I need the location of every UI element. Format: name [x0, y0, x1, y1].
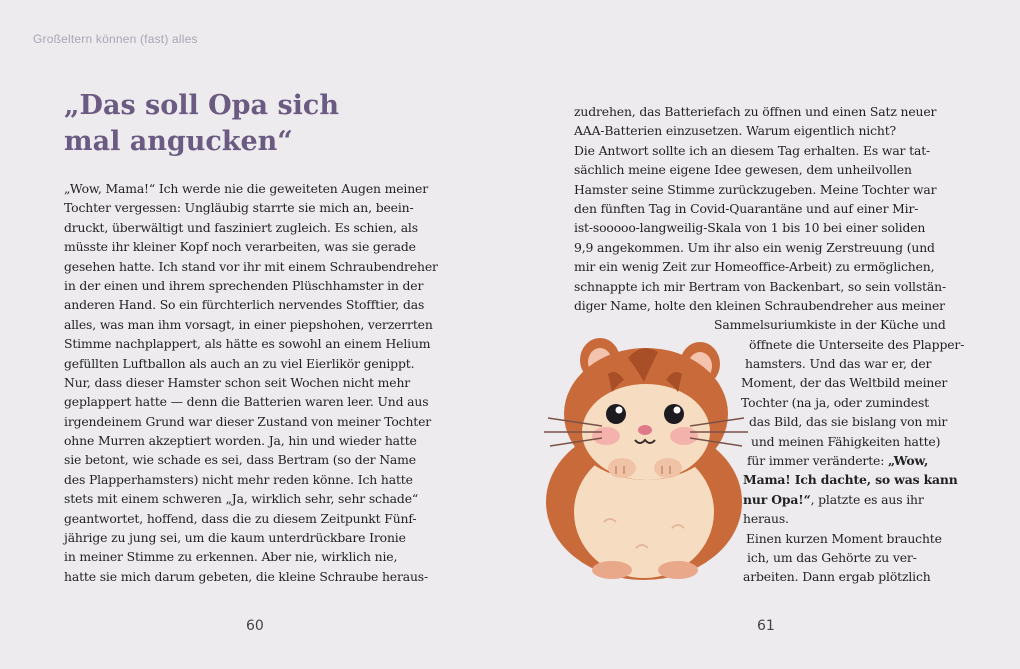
- text-line: Die Antwort sollte ich an diesem Tag erhalten. Es war tat-: [574, 142, 931, 158]
- text-line: schnappte ich mir Bertram von Backenbart, so sein vollstän-: [574, 278, 946, 294]
- text-line: jährige zu jung sei, um die kaum unterdrückbare Ironie: [64, 530, 406, 546]
- text-line: in der einen und ihrem sprechenden Plüschhamster in der: [64, 277, 424, 293]
- text-line: geantwortet, hoffend, dass die zu diesem Zeitpunkt Fünf-: [64, 510, 417, 526]
- text-line: ich, um das Gehörte zu ver-: [747, 549, 917, 565]
- text-line: AAA-Batterien einzusetzen. Warum eigentlich nicht?: [574, 123, 897, 139]
- page-number-left: 60: [246, 618, 264, 634]
- text-line: alles, was man ihm vorsagt, in einer piepshohen, verzerrten: [64, 316, 433, 332]
- running-head: Großeltern können (fast) alles: [33, 32, 198, 46]
- text-line: und meinen Fähigkeiten hatte): [751, 433, 941, 449]
- text-line: gefüllten Luftballon als auch an zu viel Eierlikör genippt.: [64, 355, 415, 371]
- text-line: Sammelsuriumkiste in der Küche und: [714, 317, 946, 333]
- text-line: sächlich meine eigene Idee gewesen, dem unheilvollen: [574, 162, 912, 178]
- text-line-tail: , platzte es aus ihr: [810, 491, 924, 507]
- text-line: hatte sie mich darum gebeten, die kleine Schraube heraus-: [64, 568, 429, 584]
- text-line: geplappert hatte — denn die Batterien waren leer. Und aus: [64, 394, 429, 410]
- text-line: stets mit einem schweren „Ja, wirklich sehr, sehr schade“: [64, 491, 419, 507]
- text-line: zudrehen, das Batteriefach zu öffnen und einen Satz neuer: [574, 104, 937, 119]
- text-line: Nur, dass dieser Hamster schon seit Wochen nicht mehr: [64, 374, 411, 390]
- text-line: Hamster seine Stimme zurückzugeben. Meine Tochter war: [574, 181, 937, 197]
- text-line: druckt, überwältigt und fasziniert zugleich. Es schien, als: [64, 219, 418, 235]
- text-line: Stimme nachplappert, als hätte es sowohl an einem Helium: [64, 336, 431, 352]
- text-line: müsste ihr kleiner Kopf noch verarbeiten, was sie gerade: [64, 239, 416, 255]
- text-line: „Wow, Mama!“ Ich werde nie die geweiteten Augen meiner: [64, 181, 429, 196]
- quote-bold: Mama! Ich dachte, so was kann: [743, 472, 958, 488]
- left-column-text: [64, 179, 454, 586]
- text-line: diger Name, holte den kleinen Schraubendreher aus meiner: [574, 297, 945, 313]
- quote-bold-start: „Wow,: [888, 453, 929, 469]
- text-line: den fünften Tag in Covid-Quarantäne und auf einer Mir-: [574, 200, 919, 216]
- chapter-title-line-2: mal angucken“: [64, 126, 293, 157]
- quote-bold-end: nur Opa!“: [743, 491, 811, 507]
- text-line: des Plapperhamsters) nicht mehr reden könne. Ich hatte: [64, 471, 413, 487]
- text-line: irgendeinem Grund war dieser Zustand von meiner Tochter: [64, 413, 432, 429]
- text-line: Tochter vergessen: Ungläubig starrte sie mich an, beein-: [64, 200, 414, 216]
- text-line: arbeiten. Dann ergab plötzlich: [743, 569, 931, 585]
- chapter-title-line-1: „Das soll Opa sich: [64, 90, 339, 121]
- text-line: Einen kurzen Moment brauchte: [746, 530, 942, 546]
- text-line: ist-sooooo-langweilig-Skala von 1 bis 10 bei einer soliden: [574, 220, 926, 236]
- text-line: sie betont, wie schade es sei, dass Bertram (so der Name: [64, 452, 416, 468]
- text-line: mir ein wenig Zeit zur Homeoffice-Arbeit) zu ermöglichen,: [574, 259, 935, 275]
- text-line: hamsters. Und das war er, der: [745, 356, 932, 372]
- text-line: Moment, der das Weltbild meiner: [741, 375, 948, 391]
- text-line: öffnete die Unterseite des Plapper-: [749, 336, 965, 352]
- hamster-icon: [532, 322, 756, 582]
- text-line: anderen Hand. So ein fürchterlich nervendes Stofftier, das: [64, 297, 425, 313]
- text-line: Tochter (na ja, oder zumindest: [741, 394, 929, 410]
- text-line: gesehen hatte. Ich stand vor ihr mit einem Schraubendreher: [64, 258, 438, 274]
- chapter-title: [64, 88, 339, 160]
- text-line: 9,9 angekommen. Um ihr also ein wenig Zerstreuung (und: [574, 239, 935, 255]
- text-line: in meiner Stimme zu erkennen. Aber nie, wirklich nie,: [64, 549, 398, 565]
- page-number-right: 61: [757, 618, 775, 634]
- text-line-lead: für immer veränderte:: [747, 453, 889, 469]
- text-line: heraus.: [743, 511, 789, 527]
- text-line: ohne Murren akzeptiert worden. Ja, hin und wieder hatte: [64, 433, 417, 449]
- text-line: das Bild, das sie bislang von mir: [749, 414, 948, 430]
